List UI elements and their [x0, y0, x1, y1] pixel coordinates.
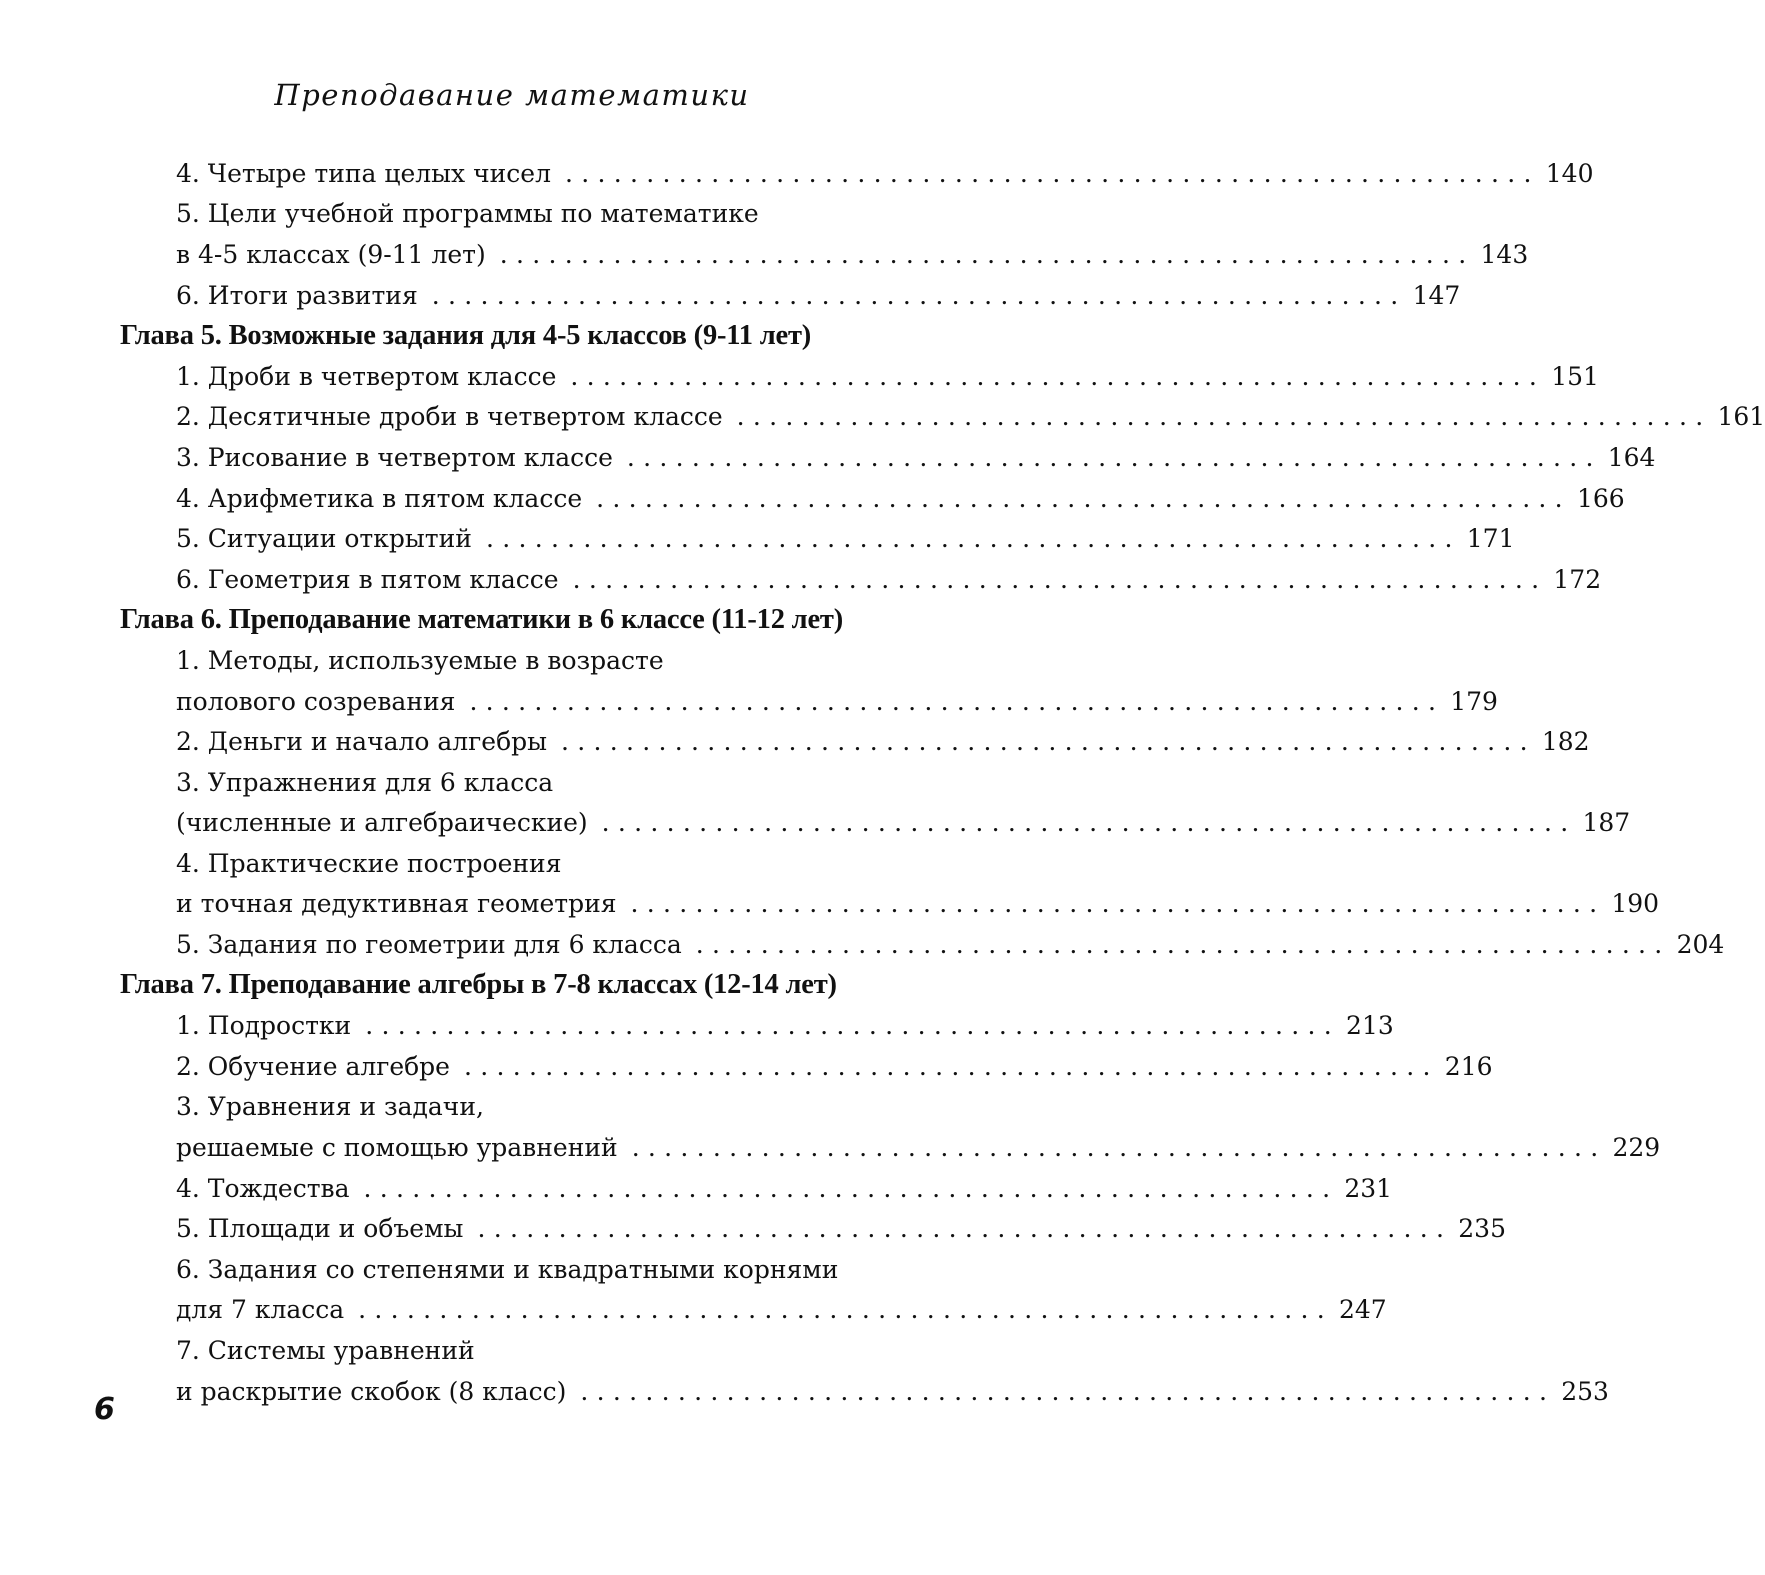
dot-leader: ............................................................ — [469, 686, 1445, 716]
toc-entry-title: 1. Дроби в четвертом классе — [176, 361, 557, 391]
toc-entry — [120, 1249, 900, 1290]
toc-page-number: 190 — [1611, 889, 1660, 919]
toc-entry-title: 4. Тождества — [176, 1173, 350, 1203]
toc-entry-title: 6. Геометрия в пятом классе — [176, 564, 559, 594]
toc-entry — [120, 275, 1461, 316]
toc-page-number: 182 — [1541, 727, 1590, 757]
toc-entry — [120, 478, 1625, 519]
toc-entry — [120, 518, 1515, 559]
toc-entry — [120, 1330, 900, 1371]
toc-entry — [120, 1290, 1387, 1331]
toc-entry — [120, 437, 1656, 478]
dot-leader: ............................................................ — [365, 1011, 1341, 1041]
dot-leader: ............................................................ — [485, 524, 1461, 554]
toc-entry — [120, 924, 1725, 965]
toc-page-number: 231 — [1344, 1173, 1393, 1203]
toc-page-number: 171 — [1466, 524, 1515, 554]
toc-entry-title: 1. Подростки — [176, 1011, 352, 1041]
toc-entry — [120, 1208, 1506, 1249]
toc-entry-title: 1. Методы, используемые в возрасте — [176, 645, 664, 675]
toc-page-number: 213 — [1346, 1011, 1394, 1041]
toc-page-number: 179 — [1450, 686, 1498, 716]
toc-page-number: 166 — [1576, 483, 1625, 513]
toc-entry-title: 2. Десятичные дроби в четвертом классе — [176, 402, 723, 432]
dot-leader: ............................................................ — [570, 361, 1546, 391]
dot-leader: ............................................................ — [561, 727, 1536, 757]
dot-leader: ............................................................ — [626, 442, 1602, 472]
toc-page-number: 164 — [1607, 442, 1656, 472]
toc-entry — [120, 1046, 1493, 1087]
dot-leader: ............................................................ — [580, 1376, 1556, 1406]
toc-entry-title: 6. Задания со степенями и квадратными корнями — [176, 1254, 839, 1284]
toc-entry-title: 3. Упражнения для 6 класса — [176, 767, 554, 797]
dot-leader: ............................................................ — [463, 1051, 1439, 1081]
toc-entry-title: 7. Системы уравнений — [176, 1336, 475, 1366]
toc-entry-title: решаемые с помощью уравнений — [176, 1133, 618, 1163]
toc-entry-title: Глава 6. Преподавание математики в 6 классе (11-12 лет) — [120, 603, 844, 635]
toc-entry-title: 3. Рисование в четвертом классе — [176, 442, 613, 472]
toc-page-number: 172 — [1553, 564, 1602, 594]
dot-leader: ............................................................ — [736, 402, 1712, 432]
dot-leader: ............................................................ — [631, 1133, 1607, 1163]
toc-page-number: 140 — [1545, 158, 1594, 188]
toc-page-number: 204 — [1676, 930, 1725, 960]
dot-leader: ............................................................ — [431, 280, 1407, 310]
toc-entry — [120, 803, 1631, 844]
toc-entry-title: и раскрытие скобок (8 класс) — [176, 1376, 567, 1406]
toc-page-number: 143 — [1480, 239, 1529, 269]
toc-entry-title: (численные и алгебраические) — [176, 808, 588, 838]
dot-leader: ............................................................ — [358, 1295, 1333, 1325]
toc-entry-title: 2. Обучение алгебре — [176, 1051, 450, 1081]
toc-entry-title: для 7 класса — [176, 1295, 345, 1325]
toc-entry-title: 4. Практические построения — [176, 848, 562, 878]
toc-entry-title: 5. Площади и объемы — [176, 1214, 464, 1244]
toc-entry-title: 5. Задания по геометрии для 6 класса — [176, 930, 682, 960]
dot-leader: ............................................................ — [564, 158, 1540, 188]
toc-chapter-heading — [120, 965, 900, 1006]
dot-leader: ............................................................ — [695, 930, 1671, 960]
toc-entry — [120, 640, 900, 681]
toc-page-number: 247 — [1338, 1295, 1387, 1325]
toc-page-number: 229 — [1612, 1133, 1661, 1163]
toc-chapter-heading — [120, 600, 900, 641]
toc-entry — [120, 1087, 900, 1128]
toc-entry — [120, 1371, 1609, 1412]
toc-entry — [120, 234, 1529, 275]
toc-entry — [120, 843, 900, 884]
toc-entry-title: 3. Уравнения и задачи, — [176, 1092, 484, 1122]
toc-page-number: 235 — [1458, 1214, 1506, 1244]
toc-entry-title: Глава 7. Преподавание алгебры в 7-8 классах (12-14 лет) — [120, 969, 837, 1001]
dot-leader: ............................................................ — [601, 808, 1577, 838]
toc-entry-title: полового созревания — [176, 686, 456, 716]
toc-entry — [120, 1127, 1661, 1168]
toc-entry-title: 6. Итоги развития — [176, 280, 418, 310]
toc-page-number: 187 — [1582, 808, 1631, 838]
toc-entry-title: 4. Четыре типа целых чисел — [176, 158, 551, 188]
dot-leader: ............................................................ — [630, 889, 1606, 919]
toc-entry — [120, 194, 900, 235]
toc-page-number: 216 — [1444, 1051, 1493, 1081]
toc-entry — [120, 762, 900, 803]
toc-entry-title: 2. Деньги и начало алгебры — [176, 727, 548, 757]
toc-entry — [120, 153, 1594, 194]
toc-entry-title: и точная дедуктивная геометрия — [176, 889, 617, 919]
toc-entry — [120, 1168, 1393, 1209]
toc-page-number: 161 — [1717, 402, 1765, 432]
dot-leader: ............................................................ — [572, 564, 1548, 594]
toc-entry — [120, 681, 1498, 722]
dot-leader: ............................................................ — [363, 1173, 1339, 1203]
dot-leader: ............................................................ — [477, 1214, 1453, 1244]
page-number: 6 — [94, 1392, 115, 1427]
toc-entry — [120, 559, 1602, 600]
toc-page-number: 253 — [1561, 1376, 1609, 1406]
toc-entry — [120, 721, 1590, 762]
toc-page-number: 147 — [1412, 280, 1461, 310]
dot-leader: ............................................................ — [499, 239, 1475, 269]
toc-entry-title: Глава 5. Возможные задания для 4-5 классов (9-11 лет) — [120, 319, 812, 351]
toc-entry — [120, 397, 1765, 438]
toc-entry — [120, 356, 1599, 397]
toc-entry-title: 5. Ситуации открытий — [176, 524, 472, 554]
table-of-contents — [120, 153, 1765, 1411]
toc-entry — [120, 1005, 1394, 1046]
running-title: Преподавание математики — [274, 78, 750, 112]
toc-entry — [120, 884, 1660, 925]
toc-page-number: 151 — [1551, 361, 1599, 391]
dot-leader: ............................................................ — [596, 483, 1571, 513]
toc-entry-title: в 4-5 классах (9-11 лет) — [176, 239, 486, 269]
toc-entry-title: 4. Арифметика в пятом классе — [176, 483, 583, 513]
toc-chapter-heading — [120, 315, 900, 356]
toc-entry-title: 5. Цели учебной программы по математике — [176, 199, 759, 229]
